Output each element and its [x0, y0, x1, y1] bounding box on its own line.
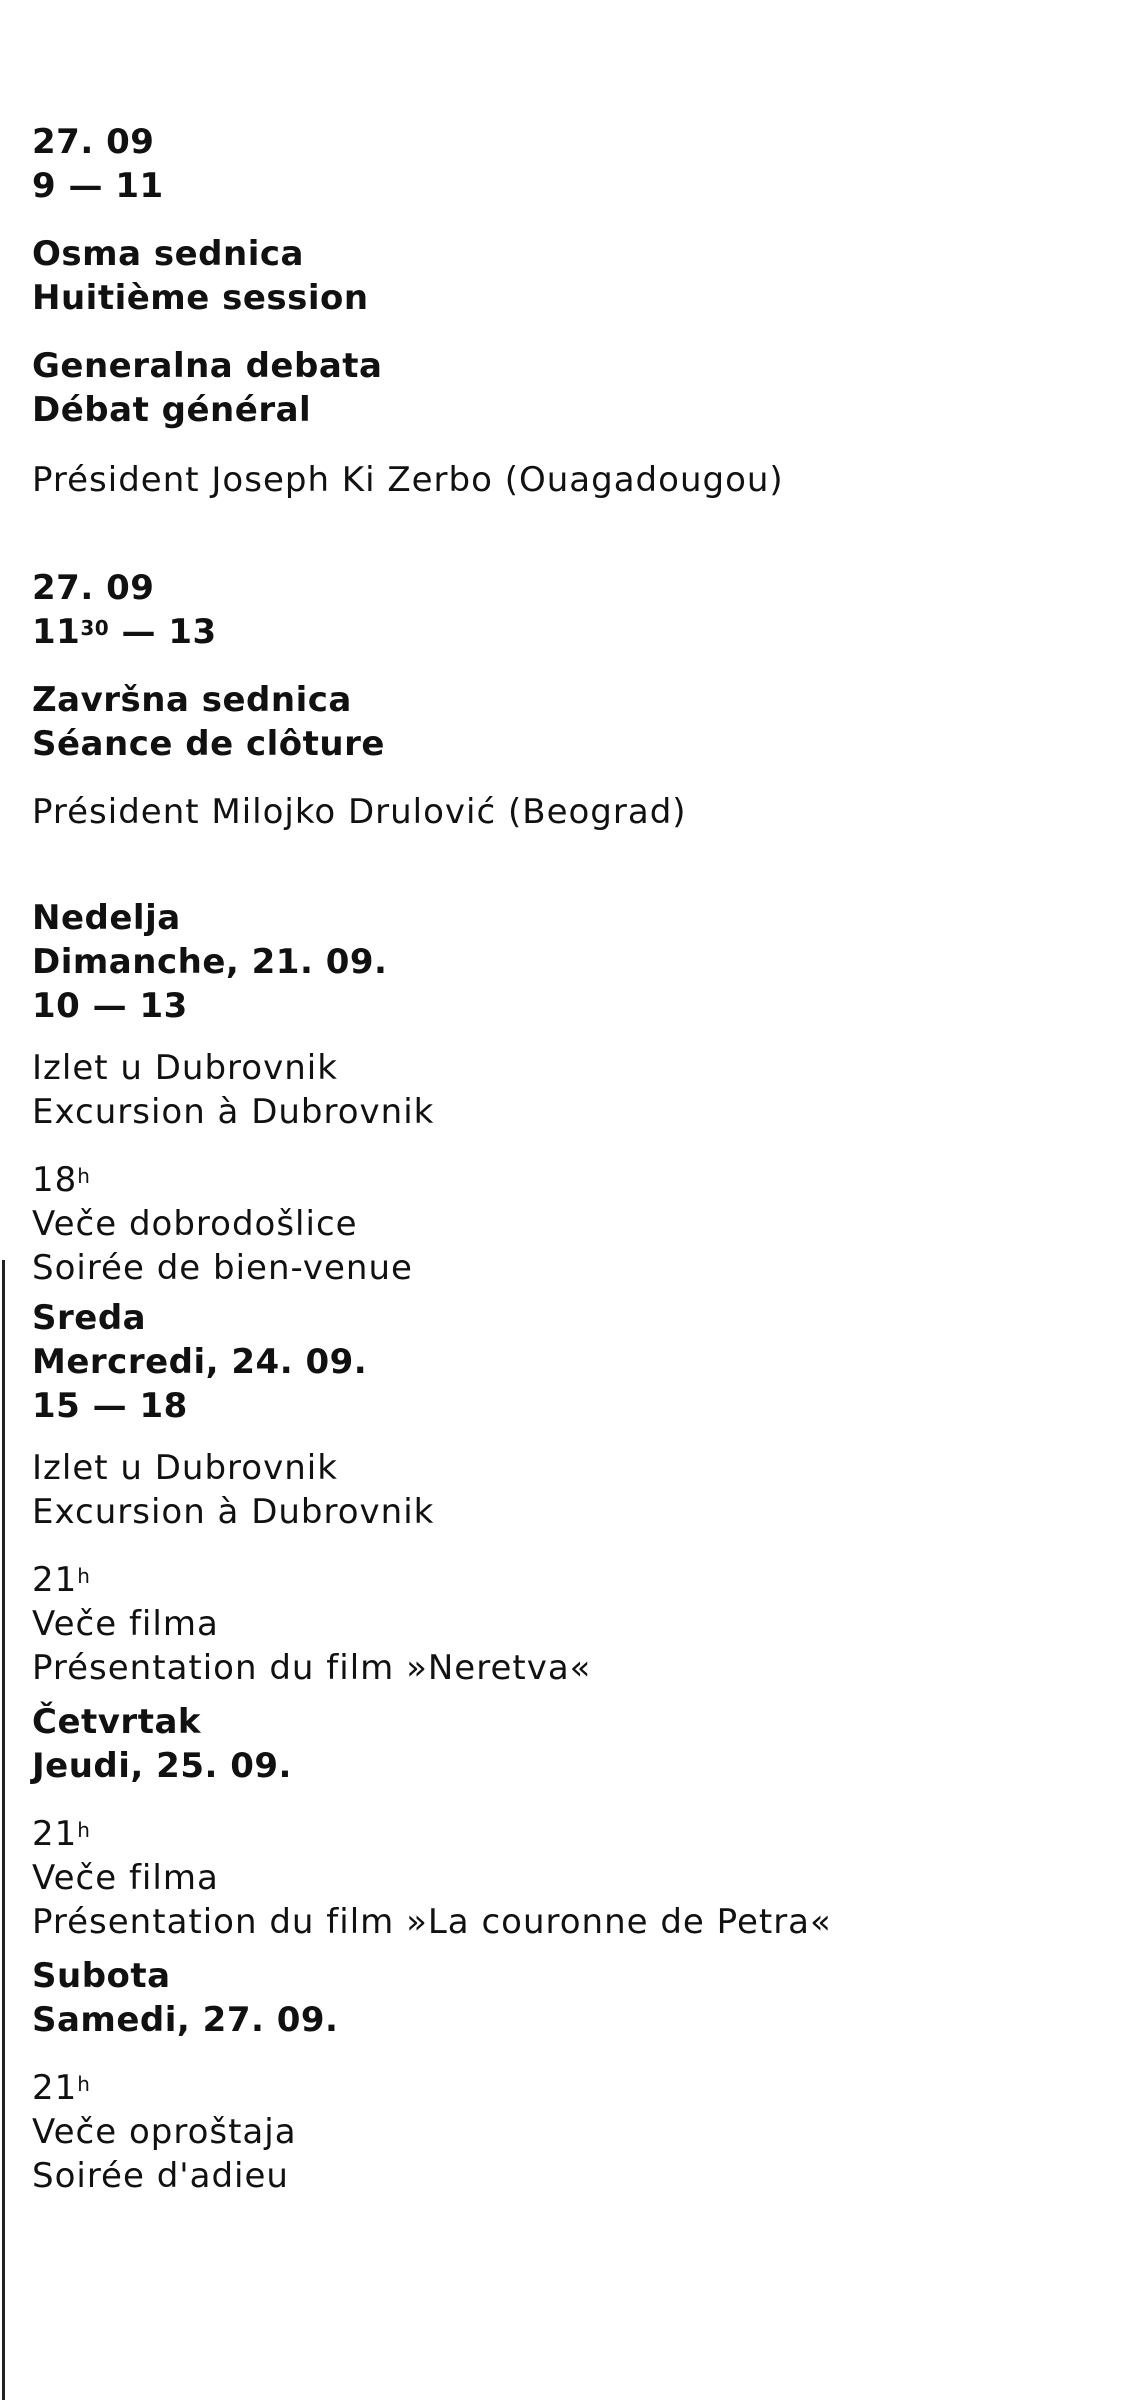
- sunday-time: 10 — 13: [32, 986, 188, 1026]
- thursday-header: [32, 1700, 292, 1788]
- session8-topic-sr: Generalna debata: [32, 346, 383, 386]
- closing-date: 27. 09: [32, 568, 155, 608]
- thursday-evening-hour-num: 21: [32, 1814, 78, 1854]
- wednesday-evening-hour-sup: h: [77, 1564, 91, 1588]
- saturday-day-fr: Samedi, 27. 09.: [32, 2000, 339, 2040]
- thursday-evening-fr: Présentation du film »La couronne de Petra«: [32, 1902, 832, 1942]
- session8-topic-fr: Débat général: [32, 390, 312, 430]
- page-edge-line: [2, 1260, 5, 2400]
- closing-president: [32, 790, 687, 834]
- sunday-evening: [32, 1158, 413, 1290]
- saturday-evening-hour-num: 21: [32, 2068, 78, 2108]
- wednesday-evening-sr: Veče filma: [32, 1604, 219, 1644]
- sunday-excursion-fr: Excursion à Dubrovnik: [32, 1092, 435, 1132]
- sunday-day-fr: Dimanche, 21. 09.: [32, 942, 388, 982]
- sunday-evening-hour-num: 18: [32, 1160, 78, 1200]
- saturday-day-sr: Subota: [32, 1956, 171, 1996]
- saturday-evening-fr: Soirée d'adieu: [32, 2156, 289, 2196]
- thursday-day-sr: Četvrtak: [32, 1702, 202, 1742]
- thursday-evening-hour-sup: h: [77, 1818, 91, 1842]
- sunday-header: [32, 896, 387, 1028]
- session8-time: 9 — 11: [32, 166, 164, 206]
- closing-time-start: 11: [32, 612, 81, 652]
- thursday-day-fr: Jeudi, 25. 09.: [32, 1746, 292, 1786]
- sunday-evening-fr: Soirée de bien-venue: [32, 1248, 413, 1288]
- closing-time-end: — 13: [109, 612, 217, 652]
- wednesday-day-fr: Mercredi, 24. 09.: [32, 1342, 368, 1382]
- session8-title-sr: Osma sednica: [32, 234, 304, 274]
- wednesday-excursion: [32, 1446, 434, 1534]
- session8-topic: [32, 344, 382, 432]
- sunday-evening-hour-sup: h: [77, 1164, 91, 1188]
- sunday-excursion: [32, 1046, 434, 1134]
- wednesday-evening: [32, 1558, 591, 1690]
- closing-time: [32, 610, 217, 654]
- session8-datetime: [32, 120, 164, 208]
- wednesday-evening-hour-num: 21: [32, 1560, 78, 1600]
- wednesday-excursion-fr: Excursion à Dubrovnik: [32, 1492, 435, 1532]
- saturday-evening: [32, 2066, 297, 2198]
- closing-title-fr: Séance de clôture: [32, 724, 385, 764]
- wednesday-evening-fr: Présentation du film »Neretva«: [32, 1648, 592, 1688]
- saturday-evening-sr: Veče oproštaja: [32, 2112, 297, 2152]
- thursday-evening-hour: [32, 1812, 832, 1856]
- closing-time-start-sup: 30: [80, 616, 110, 640]
- saturday-header: [32, 1954, 338, 2042]
- wednesday-evening-hour: [32, 1558, 591, 1602]
- session8-president: [32, 458, 784, 502]
- sunday-excursion-sr: Izlet u Dubrovnik: [32, 1048, 338, 1088]
- closing-datetime: [32, 566, 217, 654]
- saturday-evening-hour: [32, 2066, 297, 2110]
- session8-date: 27. 09: [32, 122, 155, 162]
- session8-president-text: Président Joseph Ki Zerbo (Ouagadougou): [32, 460, 784, 500]
- closing-title: [32, 678, 385, 766]
- wednesday-day-sr: Sreda: [32, 1298, 147, 1338]
- thursday-evening-sr: Veče filma: [32, 1858, 219, 1898]
- session8-title: [32, 232, 369, 320]
- saturday-evening-hour-sup: h: [77, 2072, 91, 2096]
- thursday-evening: [32, 1812, 832, 1944]
- sunday-evening-hour: [32, 1158, 413, 1202]
- closing-president-text: Président Milojko Drulović (Beograd): [32, 792, 687, 832]
- sunday-evening-sr: Veče dobrodošlice: [32, 1204, 358, 1244]
- wednesday-header: [32, 1296, 367, 1428]
- sunday-day-sr: Nedelja: [32, 898, 181, 938]
- session8-title-fr: Huitième session: [32, 278, 369, 318]
- wednesday-time: 15 — 18: [32, 1386, 188, 1426]
- wednesday-excursion-sr: Izlet u Dubrovnik: [32, 1448, 338, 1488]
- closing-title-sr: Završna sednica: [32, 680, 352, 720]
